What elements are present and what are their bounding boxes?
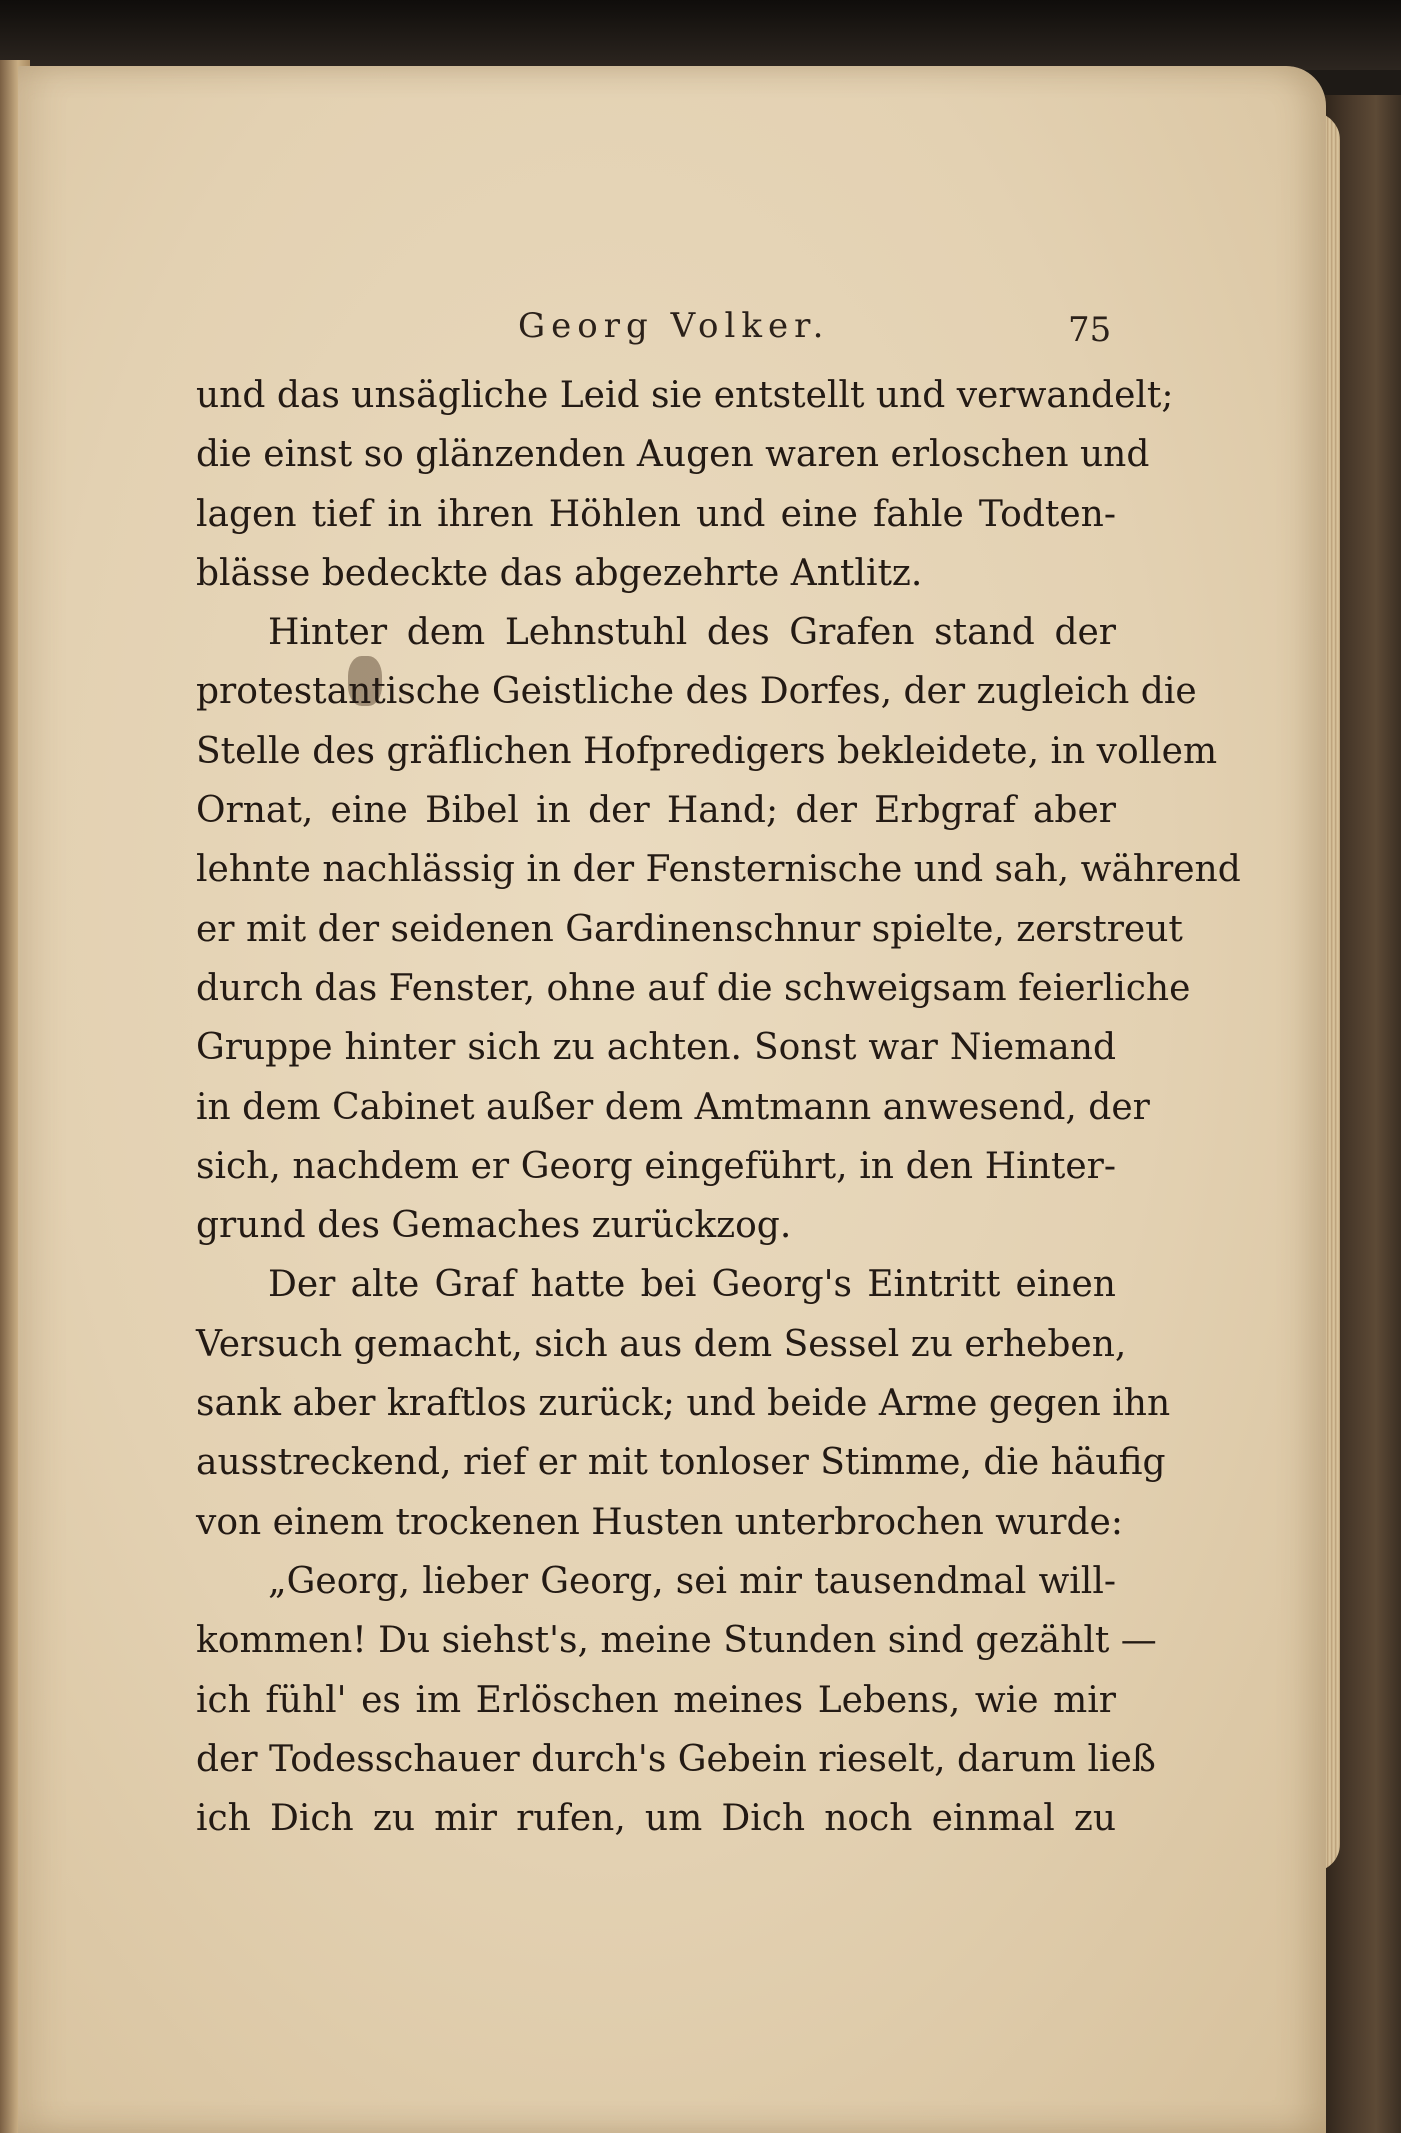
text-line: sich, nachdem er Georg eingeführt, in den Hinter- bbox=[196, 1145, 1116, 1187]
book-page bbox=[18, 66, 1326, 2133]
text-line: „Georg, lieber Georg, sei mir tausendmal will- bbox=[268, 1560, 1116, 1602]
text-line: in dem Cabinet außer dem Amtmann anwesend, der bbox=[196, 1086, 1150, 1128]
text-line: ich Dich zu mir rufen, um Dich noch einmal zu bbox=[196, 1798, 1116, 1840]
text-line: die einst so glänzenden Augen waren erloschen und bbox=[196, 434, 1150, 476]
page-number: 75 bbox=[1068, 310, 1112, 350]
text-line: Gruppe hinter sich zu achten. Sonst war Niemand bbox=[196, 1027, 1116, 1069]
text-line: sank aber kraftlos zurück; und beide Arme gegen ihn bbox=[196, 1383, 1171, 1425]
text-line: lagen tief in ihren Höhlen und eine fahle Todten- bbox=[196, 493, 1116, 535]
text-line: Stelle des gräflichen Hofpredigers bekleidete, in vollem bbox=[196, 730, 1218, 772]
text-line: durch das Fenster, ohne auf die schweigsam feierliche bbox=[196, 967, 1191, 1009]
body-text bbox=[196, 366, 1241, 1848]
text-line: Hinter dem Lehnstuhl des Grafen stand der bbox=[268, 612, 1116, 654]
scan-background-top bbox=[0, 0, 1401, 70]
text-line: Ornat, eine Bibel in der Hand; der Erbgraf aber bbox=[196, 790, 1116, 832]
text-line: der Todesschauer durch's Gebein rieselt, darum ließ bbox=[196, 1738, 1156, 1780]
text-line: Versuch gemacht, sich aus dem Sessel zu erheben, bbox=[196, 1323, 1127, 1365]
text-line: lehnte nachlässig in der Fensternische und sah, während bbox=[196, 849, 1241, 891]
text-line: er mit der seidenen Gardinenschnur spielte, zerstreut bbox=[196, 908, 1183, 950]
text-line: ich fühl' es im Erlöschen meines Lebens, wie mir bbox=[196, 1679, 1116, 1721]
page-header bbox=[18, 306, 1326, 352]
text-line: kommen! Du siehst's, meine Stunden sind gezählt — bbox=[196, 1620, 1157, 1662]
text-line: blässe bedeckte das abgezehrte Antlitz. bbox=[196, 552, 923, 594]
text-line: von einem trockenen Husten unterbrochen wurde: bbox=[196, 1501, 1123, 1543]
running-head: Georg Volker. bbox=[518, 306, 830, 346]
text-line: protestantische Geistliche des Dorfes, der zugleich die bbox=[196, 671, 1197, 713]
text-line: grund des Gemaches zurückzog. bbox=[196, 1205, 792, 1247]
text-line: Der alte Graf hatte bei Georg's Eintritt einen bbox=[268, 1264, 1116, 1306]
text-line: ausstreckend, rief er mit tonloser Stimme, die häufig bbox=[196, 1442, 1166, 1484]
text-line: und das unsägliche Leid sie entstellt und verwandelt; bbox=[196, 375, 1174, 416]
